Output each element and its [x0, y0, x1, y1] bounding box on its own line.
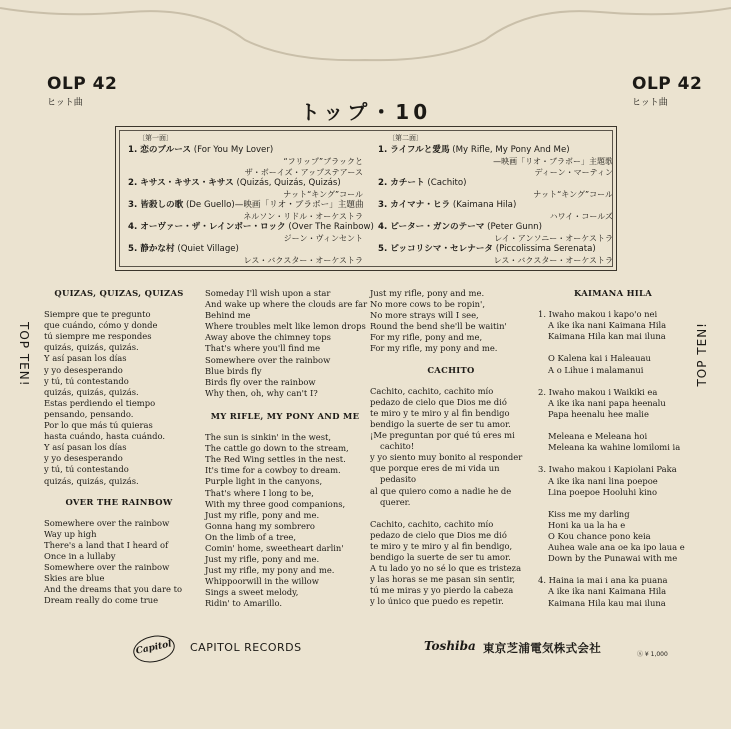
lyrics-column-2	[205, 288, 368, 610]
track-title-en: (Over The Rainbow)	[288, 222, 374, 232]
track-title	[128, 200, 363, 211]
lyric-line: pedasito	[380, 474, 417, 485]
price-label: Ⓢ ¥ 1,000	[637, 651, 668, 658]
lyric-line: Skies are blue	[44, 573, 105, 584]
lyric-line: 2. Iwaho makou i Waikiki ea	[538, 386, 658, 397]
lyric-line: With my three good companions,	[205, 498, 346, 509]
lyric-line: For my rifle, pony and me,	[370, 332, 483, 343]
lyric-line: A tu lado yo no sé lo que es tristeza	[370, 563, 522, 574]
toshiba-logo: Toshiba	[424, 639, 476, 653]
lyric-line	[538, 453, 688, 464]
lyric-line	[538, 498, 688, 509]
track-artist: ザ・ボーイズ・アップステアース	[244, 168, 363, 177]
lyric-line: Someday I'll wish upon a star	[205, 288, 331, 298]
lyric-line: pedazo de cielo que Dios me dió	[370, 396, 507, 407]
track-title-jp: 3. 皆殺しの歌	[128, 200, 184, 210]
lyric-line: Meleana e Meleana hoi	[548, 431, 648, 442]
track-title-en: (Piccolissima Serenata)	[495, 244, 596, 254]
lyric-line: Just my rifle, pony and me.	[205, 554, 320, 565]
lyric-line: Purple light in the canyons,	[205, 476, 323, 487]
lyric-line: That's where I long to be,	[205, 487, 314, 498]
track-title-jp: 2. キサス・キサス・キサス	[128, 178, 234, 188]
track-title	[128, 222, 374, 233]
track-title	[378, 145, 613, 156]
catalog-code: OLP 42	[632, 74, 703, 94]
lyric-line: y yo siento muy bonito al responder	[370, 452, 523, 463]
track-title-en: (My Rifle, My Pony And Me)	[452, 145, 570, 155]
capitol-logo: Capitol	[131, 632, 177, 666]
sleeve-opening-edge	[0, 0, 731, 70]
track-title-en: (De Guello)—映画「リオ・ブラボー」主題曲	[185, 200, 364, 210]
lyric-line: cachito!	[380, 441, 415, 452]
lyric-line: A ike ika nani Kaimana Hila	[548, 320, 667, 331]
lyric-line: A o Lihue i malamanui	[548, 364, 644, 375]
lyric-line: The sun is sinkin' in the west,	[205, 432, 332, 443]
catalog-subtitle: ヒット曲	[47, 98, 83, 108]
lyric-line: Siempre que te pregunto	[44, 309, 151, 320]
lyric-line: Por lo que más tú quieras	[44, 420, 153, 431]
lyric-line: Meleana ka wahine lomilomi ia	[548, 442, 681, 453]
lyric-line: Honi ka ua la ha e	[548, 519, 626, 530]
lyric-line: Kiss me my darling	[548, 508, 630, 519]
lyric-line: A ike ika nani lina poepoe	[548, 475, 658, 486]
song-title: OVER THE RAINBOW	[65, 496, 173, 507]
lyric-line: Birds fly over the rainbow	[205, 376, 316, 387]
tracklist-box	[115, 126, 617, 271]
lyric-line: Away above the chimney tops	[205, 332, 331, 343]
lyric-line: Somewhere over the rainbow	[205, 354, 331, 365]
lyric-line: pensando, pensando.	[44, 408, 134, 419]
lyric-line: Once in a lullaby	[44, 550, 116, 561]
lyric-line: al que quiero como a nadie he de	[370, 485, 512, 496]
vertical-label-right: TOP TEN!	[695, 322, 709, 387]
lyric-line: y yo desesperando	[44, 364, 123, 375]
lyric-line: No more cows to be ropin',	[370, 299, 485, 310]
lyric-line: Kaimana Hila kan mai iluna	[548, 331, 666, 342]
catalog-code: OLP 42	[47, 74, 118, 94]
lyric-line: Just my rifle, pony and me.	[205, 509, 320, 520]
track-artist: ネルソン・リドル・オーケストラ	[243, 212, 363, 221]
lyric-line: tú siempre me respondes	[44, 331, 152, 342]
lyric-line: Just my rifle, my pony and me.	[205, 565, 335, 576]
vertical-label-left: TOP TEN!	[17, 322, 31, 387]
lyric-line: Whippoorwill in the willow	[205, 576, 319, 587]
track-artist: ハワイ・コールズ	[549, 212, 613, 221]
side-a	[128, 133, 374, 266]
track-title-jp: 1. 恋のブルース	[128, 145, 192, 155]
lyrics-column-1	[44, 288, 194, 606]
lyric-line: que porque eres de mi vida un	[370, 463, 500, 474]
lyric-line: y tú, tú contestando	[44, 375, 129, 386]
track-title-jp: 2. カチート	[378, 178, 425, 188]
lyric-line: The Red Wing settles in the nest.	[205, 454, 346, 465]
lyric-line: Estas perdiendo el tiempo	[44, 397, 156, 408]
lyric-line: Y así pasan los días	[44, 353, 127, 364]
lyric-line: Auhea wale ana oe ka ipo laua e	[548, 542, 685, 553]
track-title-jp: 3. カイマナ・ヒラ	[378, 200, 451, 210]
track-title-en: (For You My Lover)	[193, 145, 274, 155]
lyric-line: Way up high	[44, 528, 97, 539]
lyric-line: Behind me	[205, 310, 251, 321]
toshiba-company-text: 東京芝浦電気株式会社	[483, 641, 601, 655]
track-title-jp: 1. ライフルと愛馬	[378, 145, 450, 155]
lyric-line: Down by the Punawai with me	[548, 553, 678, 564]
track-title-jp: 4. ピーター・ガンのテーマ	[378, 222, 485, 232]
lyric-line: quizás, quizás, quizás.	[44, 386, 139, 397]
track-title	[378, 244, 613, 255]
song-title: QUIZAS, QUIZAS, QUIZAS	[54, 288, 184, 298]
lyric-line: Comin' home, sweetheart darlin'	[205, 542, 344, 553]
lyric-line: ¡Me preguntan por qué tú eres mi	[370, 430, 515, 441]
track-title-en: (Quizás, Quizás, Quizás)	[236, 178, 341, 188]
track-artist: ディーン・マーティン	[534, 168, 613, 177]
lyric-line: Blue birds fly	[205, 365, 262, 376]
lyric-line: A ike ika nani papa heenalu	[548, 397, 666, 408]
lyric-line: 3. Iwaho makou i Kapiolani Paka	[538, 464, 677, 475]
lyric-line: quizás, quizás, quizás.	[44, 475, 139, 486]
track-title-en: (Cachito)	[427, 178, 467, 188]
lyric-line: bendigo la suerte de ser tu amor.	[370, 418, 511, 429]
track-title	[128, 244, 363, 255]
lyric-line	[370, 508, 532, 519]
lyric-line: Ridin' to Amarillo.	[205, 598, 283, 609]
lyric-line: Where troubles melt like lemon drops	[205, 321, 366, 332]
song-title: CACHITO	[427, 364, 475, 375]
lyrics-column-4	[538, 288, 688, 609]
lyric-line	[538, 376, 688, 387]
track-title-en: (Peter Gunn)	[487, 222, 542, 232]
track-artist: レス・バクスター・オーケストラ	[493, 256, 613, 265]
lyric-line: te miro y te miro y al fin bendigo,	[370, 540, 513, 551]
lyric-line: y tú, tú contestando	[44, 464, 129, 475]
side-b	[378, 133, 613, 266]
footer	[0, 636, 731, 666]
lyric-line: Somewhere over the rainbow	[44, 562, 170, 573]
lyric-line: There's a land that I heard of	[44, 539, 169, 550]
lyric-line: Cachito, cachito, cachito mío	[370, 518, 494, 529]
track-title	[378, 178, 613, 189]
lyric-line: O Kou chance pono keia	[548, 530, 651, 541]
track-title-en: (Quiet Village)	[177, 244, 239, 254]
lyric-line: And wake up where the clouds are far	[205, 299, 368, 310]
track-title	[128, 145, 363, 156]
capitol-records-text: CAPITOL RECORDS	[190, 641, 302, 654]
lyric-line: Lina poepoe Hooluhi kino	[548, 486, 658, 497]
lyric-line: que cuándo, cómo y donde	[44, 320, 158, 331]
lyric-line: Sings a sweet melody,	[205, 587, 299, 598]
side-label: 〔第一面〕	[138, 134, 173, 142]
track-title-jp: 5. 静かな村	[128, 244, 175, 254]
song-title: KAIMANA HILA	[573, 288, 652, 298]
track-artist: ナット“キング”コール	[533, 190, 613, 199]
lyric-line: Why then, oh, why can't I?	[205, 387, 318, 398]
lyric-line: Y así pasan los días	[44, 442, 127, 453]
track-title	[378, 222, 613, 233]
album-title: トップ・10	[299, 100, 432, 124]
lyric-line: Dream really do come true	[44, 595, 159, 606]
track-artist: レス・バクスター・オーケストラ	[243, 256, 363, 265]
lyric-line: Just my rifle, pony and me.	[370, 288, 485, 298]
track-title	[128, 178, 363, 189]
lyric-line: On the limb of a tree,	[205, 531, 297, 542]
track-artist: レイ・アンソニー・オーケストラ	[494, 234, 613, 243]
lyric-line: Kaimana Hila kau mai iluna	[548, 597, 666, 608]
track-artist: ジーン・ヴィンセント	[283, 234, 363, 243]
track-title-jp: 5. ピッコリシマ・セレナータ	[378, 244, 494, 254]
lyric-line: Papa heenalu hee malie	[548, 408, 649, 419]
lyric-line: That's where you'll find me	[205, 343, 321, 354]
lyric-line: No more strays will I see,	[370, 310, 479, 321]
lyric-line: A ike ika nani Kaimana Hila	[548, 586, 667, 597]
track-title-en: (Kaimana Hila)	[452, 200, 517, 210]
lyric-line: And the dreams that you dare to	[44, 584, 183, 595]
lyric-line: querer.	[380, 496, 411, 507]
lyric-line: The cattle go down to the stream,	[205, 443, 349, 454]
lyric-line: For my rifle, my pony and me.	[370, 343, 498, 354]
lyric-line	[538, 342, 688, 353]
lyric-line: Cachito, cachito, cachito mío	[370, 385, 494, 396]
track-title	[378, 200, 613, 211]
lyric-line: hasta cuándo, hasta cuándo.	[44, 431, 165, 442]
lyric-line: y lo único que puedo es repetir.	[370, 596, 504, 607]
track-artist: ナット“キング”コール	[283, 190, 363, 199]
lyric-line: Gonna hang my sombrero	[205, 520, 315, 531]
lyric-line: y yo desesperando	[44, 453, 123, 464]
lyric-line: 1. Iwaho makou i kapo'o nei	[538, 309, 658, 320]
track-artist: —映画「リオ・ブラボー」主題歌	[493, 157, 613, 166]
lyric-line: quizás, quizás, quizás.	[44, 342, 139, 353]
lyric-line: y las horas se me pasan sin sentir,	[370, 574, 516, 585]
song-title: MY RIFLE, MY PONY AND ME	[210, 410, 360, 421]
lyric-line: Somewhere over the rainbow	[44, 517, 170, 528]
lyric-line: te miro y te miro y al fin bendigo	[370, 407, 510, 418]
track-title-jp: 4. オーヴァー・ザ・レインボー・ロック	[128, 222, 286, 232]
track-artist: “フリップ”ブラックと	[283, 157, 363, 166]
lyric-line: 4. Haina ia mai i ana ka puana	[538, 575, 668, 586]
lyric-line: pedazo de cielo que Dios me dió	[370, 529, 507, 540]
lyric-line	[538, 564, 688, 575]
side-label: 〔第二面〕	[388, 134, 423, 142]
lyric-line: bendigo la suerte de ser tu amor.	[370, 552, 511, 563]
lyric-line: It's time for a cowboy to dream.	[205, 465, 341, 476]
lyric-line: tú me miras y yo pierdo la cabeza	[370, 585, 514, 596]
catalog-subtitle: ヒット曲	[632, 98, 668, 108]
lyric-line: Round the bend she'll be waitin'	[370, 321, 507, 332]
lyric-line: O Kalena kai i Haleauau	[548, 353, 651, 364]
lyric-line	[538, 420, 688, 431]
lyrics-column-3	[370, 288, 532, 608]
